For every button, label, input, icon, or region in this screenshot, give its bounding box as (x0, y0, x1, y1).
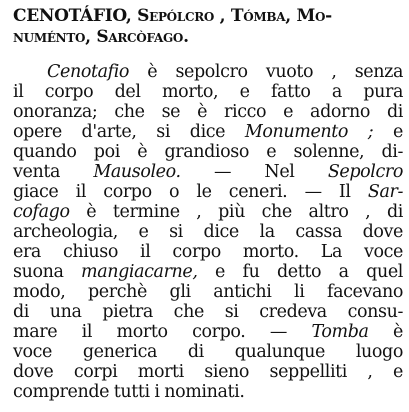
body-text: — Nel (180, 162, 328, 182)
body-line (13, 102, 403, 122)
body-text: di una pietra che si credeva consu- (13, 302, 403, 322)
body-line (13, 342, 403, 362)
body-line (13, 242, 403, 262)
body-text: giace il corpo o le ceneri. — Il (13, 182, 368, 202)
heading-period: . (183, 27, 189, 47)
body-line (13, 202, 403, 222)
body-italic-term: mangiacarne, (81, 262, 198, 282)
body-text: è sepolcro vuoto , senza (129, 62, 403, 82)
body-text: era chiuso il corpo morto. La voce (13, 242, 403, 262)
heading-separator: , (85, 27, 97, 47)
body-text: e fu detto a quel (197, 262, 403, 282)
body-italic-term: Mausoleo. (93, 162, 181, 182)
body-italic-term: cofago (13, 202, 70, 222)
heading-word-monumento-part2: numénto (13, 27, 86, 47)
heading-word-cenotafio: CENOTÁFIO (13, 6, 126, 26)
body-text: è (368, 322, 403, 342)
heading-separator: , (125, 6, 138, 26)
body-line (13, 382, 245, 402)
body-line (13, 182, 403, 202)
body-italic-term: Sepolcro (327, 162, 403, 182)
body-text: onoranza; che se è ricco e adorno di (13, 102, 403, 122)
body-text: opere d'arte, si dice (13, 122, 245, 142)
body-line (13, 142, 403, 162)
body-text: comprende tutti i nominati. (13, 382, 245, 402)
body-line (13, 322, 403, 342)
body-line (13, 282, 403, 302)
heading-word-sepolcro: Sepólcro (137, 6, 215, 26)
body-line (13, 162, 403, 182)
body-line (13, 302, 403, 322)
body-italic-term: Cenotafio (47, 62, 130, 82)
body-text: dove corpi morti sieno seppelliti , e (13, 362, 403, 382)
heading-word-tomba: Tómba (230, 6, 286, 26)
body-text: archeologia, e si dice la cassa dove (13, 222, 403, 242)
body-line (13, 262, 403, 282)
body-italic-term: Monumento ; (244, 122, 374, 142)
body-line (13, 82, 403, 102)
body-text: è termine , più che altro , di (69, 202, 403, 222)
body-text: quando poi è grandioso e solenne, di- (13, 142, 403, 162)
body-text: il corpo del morto, e fatto a pura (13, 82, 403, 102)
heading-separator: , (214, 6, 231, 26)
entry-heading (13, 6, 403, 48)
body-italic-term: Tomba (311, 322, 369, 342)
heading-word-sarcofago: Sarcòfago (96, 27, 184, 47)
body-text: e (373, 122, 403, 142)
body-line (47, 62, 403, 82)
body-text: venta (13, 162, 94, 182)
body-line (13, 362, 403, 382)
body-text: mare il morto corpo. — (13, 322, 312, 342)
heading-separator: , (285, 6, 297, 26)
body-italic-term: Sar- (367, 182, 403, 202)
body-text: modo, perchè gli antichi li facevano (13, 282, 403, 302)
body-text: suona (13, 262, 81, 282)
heading-word-monumento-part1: Mo- (296, 6, 332, 26)
body-line (13, 222, 403, 242)
body-line (13, 122, 403, 142)
body-text: voce generica di qualunque luogo (13, 342, 403, 362)
